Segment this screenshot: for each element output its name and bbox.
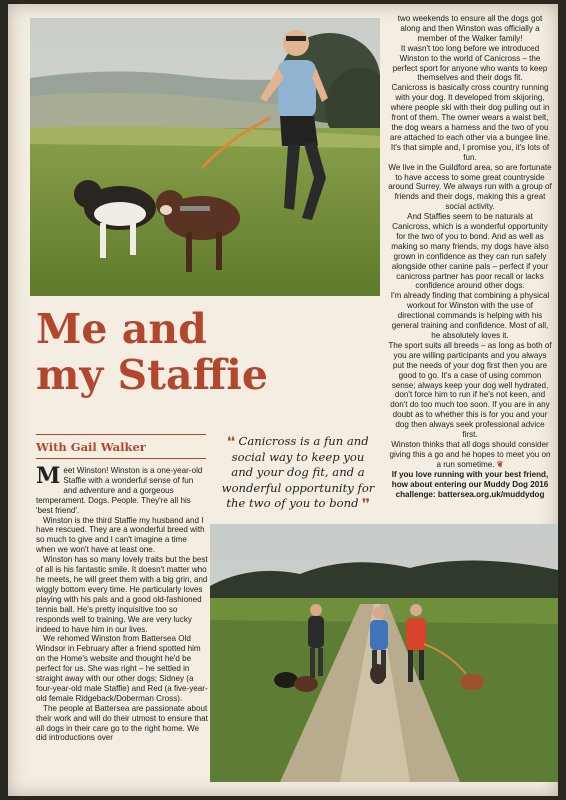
paragraph: Meet Winston! Winston is a one-year-old Staffie with a wonderful sense of fun and adventure and a gorgeous temperament. Dogs. People. They're all his 'best friend'. — [36, 463, 203, 515]
quote-open-mark: ❛❛ — [227, 434, 235, 448]
byline: With Gail Walker — [36, 440, 206, 459]
photo-runner-with-staffies — [30, 18, 380, 296]
paragraph: I'm already finding that combining a physical workout for Winston with the use of directional commands is helping with his general training and confidence. Most of all, he absolutely loves it. — [390, 291, 550, 340]
paragraph: Canicross is basically cross country running with your dog. It developed from skijoring, where people ski with their dog pulling out in front of them. The owner wears a waist belt, the dog wears a harness and the two of you are attached to each other via a bungee line. It's that simple and, I promise you, it's lots of fun. — [389, 83, 551, 162]
headline-line-2: my Staffie — [36, 351, 268, 399]
paragraph: We rehomed Winston from Battersea Old Windsor in February after a friend spotted him on the Home's website and thought he'd be perfect for us. She was right – he settled in straight away with our other dogs; Sidney (a four-year-old male Staffie) and Red (a five-year-old female Ridgeback/Doberman Cross). — [36, 634, 208, 703]
paragraph: The people at Battersea are passionate about their work and will do their utmost to ensure that all dogs in their care go to the right home. We did introductions over — [36, 703, 208, 743]
paragraph: two weekends to ensure all the dogs got along and then Winston was officially a member of the Walker family! — [397, 14, 543, 43]
magazine-page — [8, 4, 558, 796]
paragraph: Winston thinks that all dogs should consider giving this a go and he hopes to meet you on a run sometime. ❦ — [389, 439, 551, 469]
byline-rule — [36, 434, 206, 435]
headline-line-1: Me and — [36, 305, 207, 353]
pull-quote — [220, 434, 376, 512]
left-text-column — [36, 463, 208, 743]
quote-close-mark: ❜❜ — [362, 496, 370, 510]
drop-cap: M — [36, 463, 61, 489]
paragraph: The sport suits all breeds – as long as both of you are willing participants and you always put the needs of your dog first then you are good to go. It's a case of using common sense; always keep your dog well hydrated, don't force him to run if he's not keen, and don't do too much too soon. If you are in any doubt as to whether this is for you and your dog then always seek professional advice first. — [388, 340, 552, 440]
photo-canicross-group-run — [210, 524, 558, 782]
paragraph: And Staffies seem to be naturals at Canicross, which is a wonderful opportunity for the two of you to bond. And as well as making so many friends, my dogs have also grown in confidence as they can run safely alongside other canine pals – perfect if your canicross partner has poor recall or lacks confidence around other dogs. — [391, 212, 549, 291]
article-headline — [36, 306, 376, 398]
end-mark-icon: ❦ — [496, 459, 504, 469]
paragraph: Winston is the third Staffie my husband and I have rescued. They are a wonderful breed with so much to give and I can't imagine a time when we won't have at least one. — [36, 515, 205, 555]
muddy-dog-callout: If you love running with your best friend, how about entering our Muddy Dog 2016 challenge: battersea.org.uk/muddydog — [391, 469, 549, 499]
right-text-column — [388, 14, 552, 499]
paragraph: Winston has so many lovely traits but the best of all is his fantastic smile. It doesn't matter who he meets, he will greet them with a big grin, and wiggly bottom every time. He particularly loves playing with his pals and a good old-fashioned tennis ball. He's pretty inquisitive too so responds well to training. We are very lucky indeed to have him in our lives. — [36, 555, 208, 634]
paragraph: We live in the Guildford area, so are fortunate to have access to some great countryside around Surrey. We always run with a group of friends and their dogs, making this a great social activity. — [388, 162, 552, 212]
pull-quote-text: Canicross is a fun and social way to keep you and your dog fit, and a wonderful opportunity for the two of you to bond — [221, 434, 375, 510]
paragraph: It wasn't too long before we introduced Winston to the world of Canicross – the perfect sport for anyone who wants to keep themselves and their dogs fit. — [392, 43, 548, 83]
